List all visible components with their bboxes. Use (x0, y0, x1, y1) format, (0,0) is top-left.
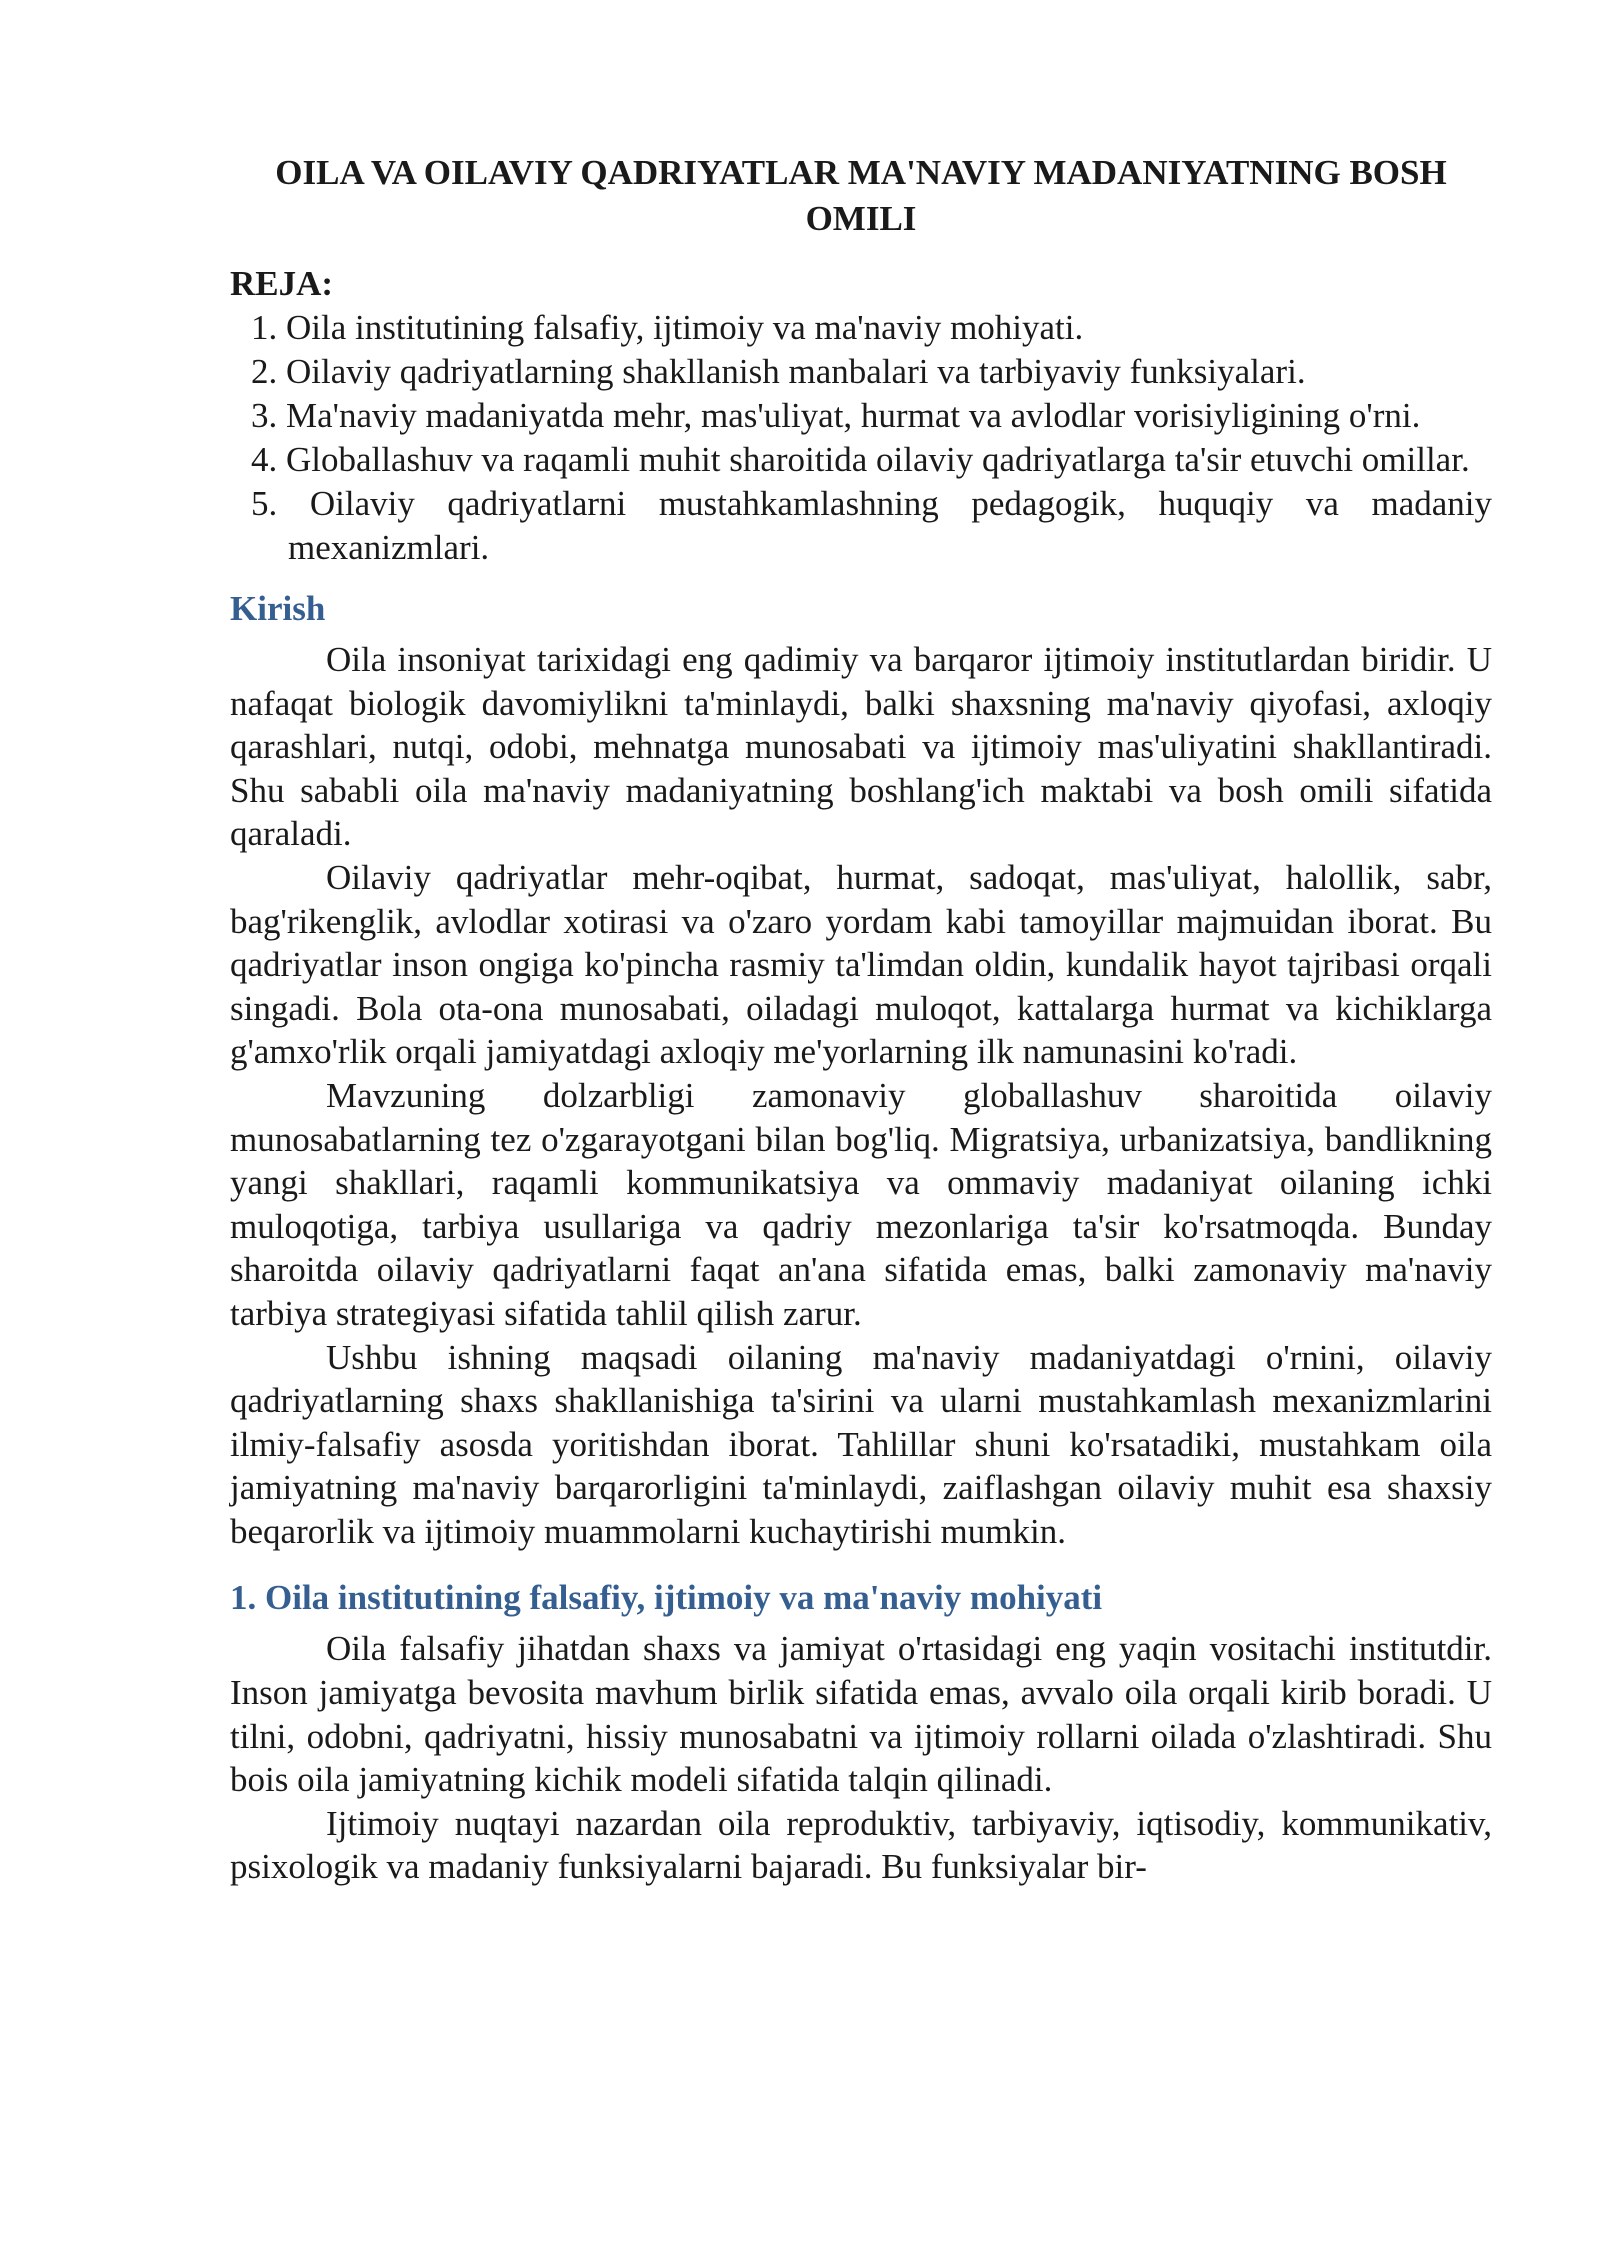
paragraph: Mavzuning dolzarbligi zamonaviy globallashuv sharoitida oilaviy munosabatlarning tez o'zgarayotgani bilan bog'liq. Migratsiya, urbanizatsiya, bandlikning yangi shakllari, raqamli kommunikatsiya va ommaviy madaniyat oilaning ichki muloqotiga, tarbiya usullariga va qadriy mezonlariga ta'sir ko'rsatmoqda. Bunday sharoitda oilaviy qadriyatlarni faqat an'ana sifatida emas, balki zamonaviy ma'naviy tarbiya strategiyasi sifatida tahlil qilish zarur. (230, 1075, 1492, 1333)
plan-heading: REJA: (230, 264, 334, 303)
plan-item: 5. Oilaviy qadriyatlarni mustahkamlashning pedagogik, huquqiy va madaniy mexanizmlari. (251, 484, 1492, 567)
plan-block (230, 262, 1492, 570)
paragraph: Oila insoniyat tarixidagi eng qadimiy va barqaror ijtimoiy institutlardan biridir. U nafaqat biologik davomiylikni ta'minlaydi, balki shaxsning ma'naviy qiyofasi, axloqiy qarashlari, nutqi, odobi, mehnatga munosabati va ijtimoiy mas'uliyatini shakllantiradi. Shu sababli oila ma'naviy madaniyatning boshlang'ich maktabi va bosh omili sifatida qaraladi. (230, 640, 1492, 854)
plan-list (230, 306, 1492, 570)
intro-section (230, 586, 1492, 1553)
plan-item: 2. Oilaviy qadriyatlarning shakllanish manbalari va tarbiyaviy funksiyalari. (251, 352, 1306, 391)
section-1 (230, 1575, 1492, 1889)
paragraph: Oilaviy qadriyatlar mehr-oqibat, hurmat, sadoqat, mas'uliyat, halollik, sabr, bag'rikenglik, avlodlar xotirasi va o'zaro yordam kabi tamoyillar majmuidan iborat. Bu qadriyatlar inson ongiga ko'pincha rasmiy ta'limdan oldin, kundalik hayot tajribasi orqali singadi. Bola ota-ona munosabati, oiladagi muloqot, kattalarga hurmat va kichiklarga g'amxo'rlik orqali jamiyatdagi axloqiy me'yorlarning ilk namunasini ko'radi. (230, 857, 1492, 1072)
section-heading-intro: Kirish (230, 589, 326, 628)
plan-item: 3. Ma'naviy madaniyatda mehr, mas'uliyat, hurmat va avlodlar vorisiyligining o'rni. (251, 396, 1421, 435)
paragraph: Ushbu ishning maqsadi oilaning ma'naviy madaniyatdagi o'rnini, oilaviy qadriyatlarning shaxs shakllanishiga ta'sirini va ularni mustahkamlash mexanizmlarini ilmiy-falsafiy asosda yoritishdan iborat. Tahlillar shuni ko'rsatadiki, mustahkam oila jamiyatning ma'naviy barqarorligini ta'minlaydi, zaiflashgan oilaviy muhit esa shaxsiy beqarorlik va ijtimoiy muammolarni kuchaytirishi mumkin. (230, 1337, 1492, 1551)
paragraph: Oila falsafiy jihatdan shaxs va jamiyat o'rtasidagi eng yaqin vositachi institutdir. Inson jamiyatga bevosita mavhum birlik sifatida emas, avvalo oila orqali kirib boradi. U tilni, odobni, qadriyatni, hissiy munosabatni va ijtimoiy rollarni oilada o'zlashtiradi. Shu bois oila jamiyatning kichik modeli sifatida talqin qilinadi. (230, 1629, 1492, 1800)
paragraph: Ijtimoiy nuqtayi nazardan oila reproduktiv, tarbiyaviy, iqtisodiy, kommunikativ, psixologik va madaniy funksiyalarni bajaradi. Bu funksiyalar bir- (230, 1803, 1492, 1887)
document-title: OILA VA OILAVIY QADRIYATLAR MA'NAVIY MADANIYATNING BOSH OMILI (275, 153, 1447, 238)
section-heading-1: 1. Oila institutining falsafiy, ijtimoiy va ma'naviy mohiyati (230, 1578, 1103, 1618)
document-page (230, 150, 1492, 1889)
plan-item: 4. Globallashuv va raqamli muhit sharoitida oilaviy qadriyatlarga ta'sir etuvchi omillar. (251, 440, 1470, 479)
plan-item: 1. Oila institutining falsafiy, ijtimoiy va ma'naviy mohiyati. (251, 308, 1084, 347)
